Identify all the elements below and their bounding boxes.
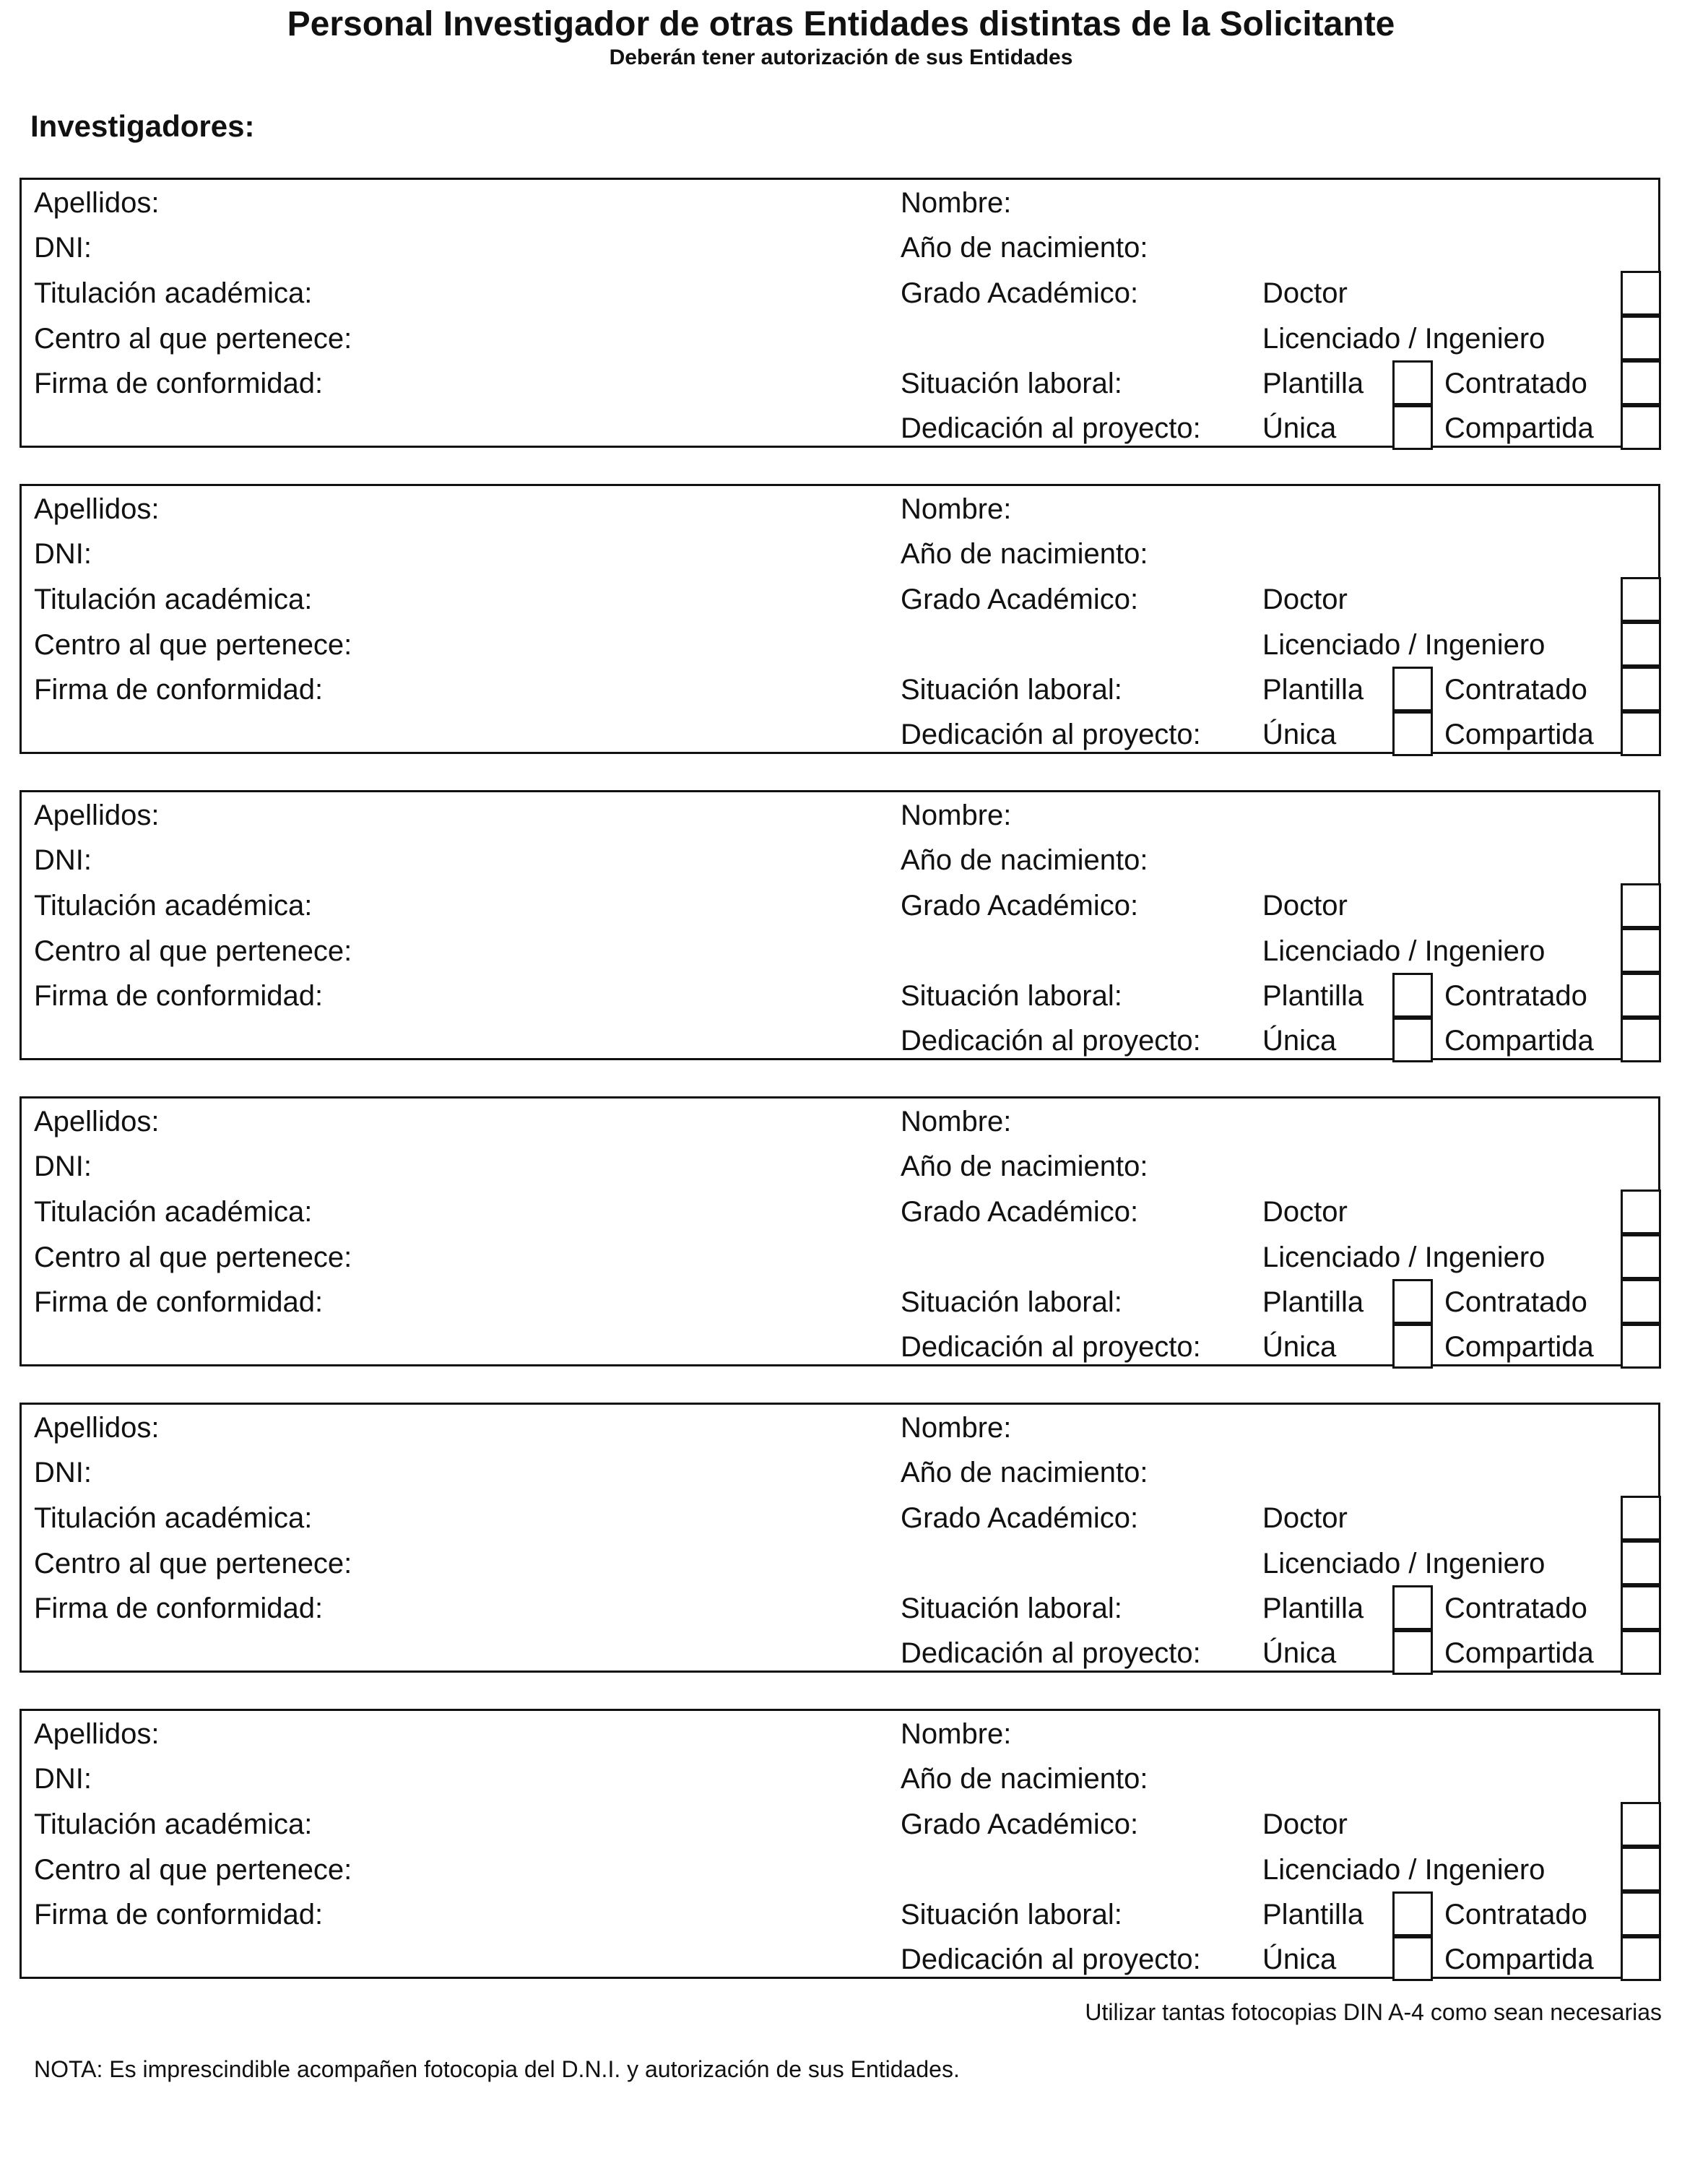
licenciado-checkbox[interactable] [1621,1234,1661,1279]
unica-label: Única [1262,719,1337,750]
titulacion-label: Titulación académica: [34,584,313,615]
unica-label: Única [1262,1944,1337,1975]
dedicacion-label: Dedicación al proyecto: [901,412,1201,444]
dedicacion-label: Dedicación al proyecto: [901,1944,1201,1975]
contratado-checkbox[interactable] [1621,1585,1661,1630]
birth-year-label: Año de nacimiento: [901,1150,1148,1182]
titulacion-label: Titulación académica: [34,890,313,922]
unica-label: Única [1262,1331,1337,1363]
licenciado-label: Licenciado / Ingeniero [1262,935,1546,967]
plantilla-checkbox[interactable] [1392,973,1433,1018]
doctor-label: Doctor [1262,277,1348,309]
doctor-label: Doctor [1262,1808,1348,1840]
investigator-record-1 [19,178,1660,448]
compartida-label: Compartida [1444,1637,1594,1669]
plantilla-checkbox[interactable] [1392,1892,1433,1936]
grado-label: Grado Académico: [901,1502,1139,1534]
contratado-label: Contratado [1444,1592,1587,1624]
dni-label: DNI: [34,1763,92,1795]
titulacion-label: Titulación académica: [34,1502,313,1534]
centro-label: Centro al que pertenece: [34,1242,352,1273]
plantilla-label: Plantilla [1262,1899,1364,1930]
contratado-checkbox[interactable] [1621,1892,1661,1936]
apellidos-label: Apellidos: [34,187,160,219]
firma-label: Firma de conformidad: [34,674,324,706]
dedicacion-label: Dedicación al proyecto: [901,1331,1201,1363]
unica-checkbox[interactable] [1392,1630,1433,1675]
situacion-label: Situación laboral: [901,1899,1122,1930]
compartida-checkbox[interactable] [1621,405,1661,450]
licenciado-label: Licenciado / Ingeniero [1262,1854,1546,1886]
doctor-label: Doctor [1262,890,1348,922]
contratado-checkbox[interactable] [1621,973,1661,1018]
dni-label: DNI: [34,1457,92,1488]
unica-checkbox[interactable] [1392,1324,1433,1369]
apellidos-label: Apellidos: [34,1718,160,1750]
compartida-label: Compartida [1444,412,1594,444]
licenciado-label: Licenciado / Ingeniero [1262,1242,1546,1273]
unica-checkbox[interactable] [1392,405,1433,450]
dni-label: DNI: [34,844,92,876]
firma-label: Firma de conformidad: [34,1286,324,1318]
compartida-checkbox[interactable] [1621,1630,1661,1675]
plantilla-checkbox[interactable] [1392,667,1433,711]
investigator-record-4 [19,1096,1660,1366]
compartida-checkbox[interactable] [1621,1324,1661,1369]
licenciado-checkbox[interactable] [1621,622,1661,667]
apellidos-label: Apellidos: [34,800,160,831]
doctor-checkbox[interactable] [1621,1802,1661,1847]
compartida-label: Compartida [1444,1025,1594,1057]
firma-label: Firma de conformidad: [34,368,324,399]
plantilla-label: Plantilla [1262,1592,1364,1624]
compartida-label: Compartida [1444,1331,1594,1363]
section-heading: Investigadores: [30,109,255,143]
apellidos-label: Apellidos: [34,493,160,525]
grado-label: Grado Académico: [901,1196,1139,1228]
birth-year-label: Año de nacimiento: [901,232,1148,264]
contratado-label: Contratado [1444,1286,1587,1318]
page-subtitle: Deberán tener autorización de sus Entidades [609,46,1073,69]
licenciado-checkbox[interactable] [1621,316,1661,360]
firma-label: Firma de conformidad: [34,1899,324,1930]
unica-label: Única [1262,412,1337,444]
nombre-label: Nombre: [901,187,1012,219]
contratado-label: Contratado [1444,368,1587,399]
plantilla-label: Plantilla [1262,368,1364,399]
nombre-label: Nombre: [901,1718,1012,1750]
doctor-checkbox[interactable] [1621,883,1661,928]
licenciado-label: Licenciado / Ingeniero [1262,323,1546,355]
plantilla-checkbox[interactable] [1392,360,1433,405]
dni-label: DNI: [34,232,92,264]
compartida-label: Compartida [1444,1944,1594,1975]
contratado-label: Contratado [1444,980,1587,1012]
licenciado-checkbox[interactable] [1621,928,1661,973]
licenciado-checkbox[interactable] [1621,1847,1661,1892]
dedicacion-label: Dedicación al proyecto: [901,1025,1201,1057]
titulacion-label: Titulación académica: [34,1196,313,1228]
nombre-label: Nombre: [901,493,1012,525]
contratado-checkbox[interactable] [1621,667,1661,711]
birth-year-label: Año de nacimiento: [901,844,1148,876]
doctor-label: Doctor [1262,1196,1348,1228]
firma-label: Firma de conformidad: [34,1592,324,1624]
plantilla-checkbox[interactable] [1392,1279,1433,1324]
plantilla-label: Plantilla [1262,980,1364,1012]
investigator-record-3 [19,790,1660,1060]
investigator-record-2 [19,484,1660,754]
grado-label: Grado Académico: [901,584,1139,615]
contratado-checkbox[interactable] [1621,360,1661,405]
unica-checkbox[interactable] [1392,1018,1433,1062]
compartida-checkbox[interactable] [1621,711,1661,756]
birth-year-label: Año de nacimiento: [901,1457,1148,1488]
licenciado-label: Licenciado / Ingeniero [1262,1548,1546,1580]
situacion-label: Situación laboral: [901,980,1122,1012]
centro-label: Centro al que pertenece: [34,629,352,661]
unica-label: Única [1262,1637,1337,1669]
centro-label: Centro al que pertenece: [34,1548,352,1580]
unica-checkbox[interactable] [1392,1936,1433,1981]
apellidos-label: Apellidos: [34,1412,160,1444]
investigator-record-6 [19,1709,1660,1979]
firma-label: Firma de conformidad: [34,980,324,1012]
unica-checkbox[interactable] [1392,711,1433,756]
birth-year-label: Año de nacimiento: [901,538,1148,570]
compartida-label: Compartida [1444,719,1594,750]
plantilla-label: Plantilla [1262,1286,1364,1318]
doctor-checkbox[interactable] [1621,1496,1661,1540]
doctor-label: Doctor [1262,1502,1348,1534]
centro-label: Centro al que pertenece: [34,323,352,355]
centro-label: Centro al que pertenece: [34,1854,352,1886]
nota-text: NOTA: Es imprescindible acompañen fotocopia del D.N.I. y autorización de sus Entidades. [34,2056,960,2082]
doctor-checkbox[interactable] [1621,577,1661,622]
situacion-label: Situación laboral: [901,1286,1122,1318]
contratado-checkbox[interactable] [1621,1279,1661,1324]
situacion-label: Situación laboral: [901,368,1122,399]
plantilla-label: Plantilla [1262,674,1364,706]
copies-note: Utilizar tantas fotocopias DIN A-4 como sean necesarias [1085,1999,1662,2025]
nombre-label: Nombre: [901,800,1012,831]
page-title: Personal Investigador de otras Entidades distintas de la Solicitante [287,5,1395,43]
contratado-label: Contratado [1444,1899,1587,1930]
doctor-checkbox[interactable] [1621,271,1661,316]
situacion-label: Situación laboral: [901,674,1122,706]
compartida-checkbox[interactable] [1621,1018,1661,1062]
nombre-label: Nombre: [901,1106,1012,1138]
licenciado-checkbox[interactable] [1621,1540,1661,1585]
dni-label: DNI: [34,1150,92,1182]
centro-label: Centro al que pertenece: [34,935,352,967]
doctor-label: Doctor [1262,584,1348,615]
apellidos-label: Apellidos: [34,1106,160,1138]
investigator-record-5 [19,1403,1660,1673]
titulacion-label: Titulación académica: [34,1808,313,1840]
grado-label: Grado Académico: [901,890,1139,922]
unica-label: Única [1262,1025,1337,1057]
licenciado-label: Licenciado / Ingeniero [1262,629,1546,661]
compartida-checkbox[interactable] [1621,1936,1661,1981]
titulacion-label: Titulación académica: [34,277,313,309]
doctor-checkbox[interactable] [1621,1190,1661,1234]
nombre-label: Nombre: [901,1412,1012,1444]
dedicacion-label: Dedicación al proyecto: [901,719,1201,750]
grado-label: Grado Académico: [901,277,1139,309]
contratado-label: Contratado [1444,674,1587,706]
birth-year-label: Año de nacimiento: [901,1763,1148,1795]
situacion-label: Situación laboral: [901,1592,1122,1624]
plantilla-checkbox[interactable] [1392,1585,1433,1630]
dni-label: DNI: [34,538,92,570]
grado-label: Grado Académico: [901,1808,1139,1840]
dedicacion-label: Dedicación al proyecto: [901,1637,1201,1669]
